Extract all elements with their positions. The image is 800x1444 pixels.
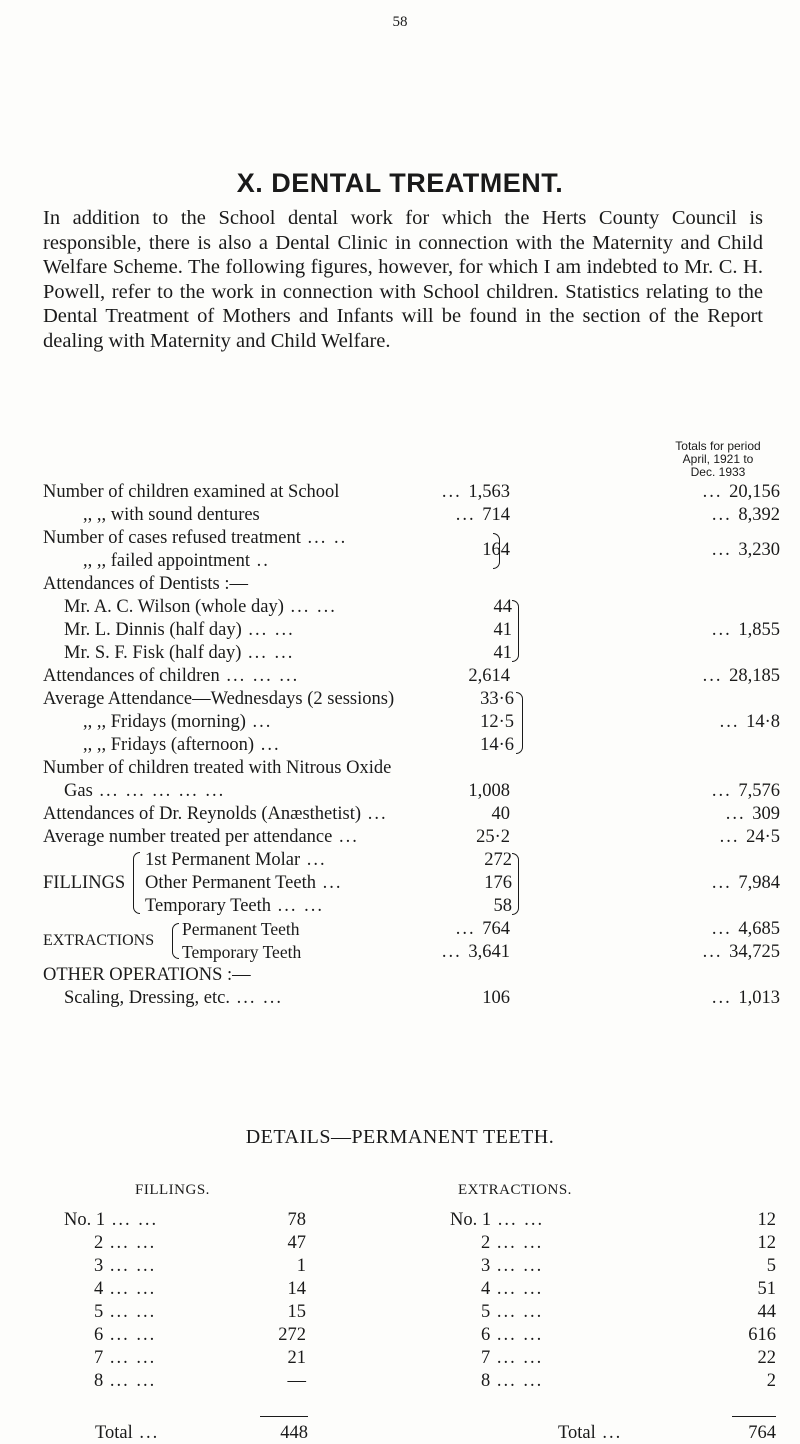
detail-row-number: 7 ... ... xyxy=(481,1348,544,1368)
totals-header-line: Totals for period xyxy=(675,439,761,453)
total-rule xyxy=(260,1416,308,1417)
stat-total-number: 7,984 xyxy=(738,873,780,893)
stat-total: ... 14·8 xyxy=(719,712,780,732)
stat-value: ... 714 xyxy=(455,505,510,525)
stat-total-number: 1,855 xyxy=(738,620,780,640)
stat-value: 14·6 xyxy=(480,735,514,755)
stat-total: ... 28,185 xyxy=(702,666,780,686)
totals-header-line: April, 1921 to xyxy=(682,452,754,466)
stat-label: Other Permanent Teeth ... xyxy=(145,873,343,893)
fillings-total-label: Total ... xyxy=(95,1423,160,1443)
detail-row-value: 616 xyxy=(748,1325,776,1345)
stat-total: ... 20,156 xyxy=(702,482,780,502)
stat-label: Permanent Teeth xyxy=(182,919,300,939)
brace xyxy=(516,692,523,754)
stat-label: Number of children treated with Nitrous Oxide xyxy=(43,758,392,778)
stat-label: Mr. L. Dinnis (half day) ... ... xyxy=(64,620,295,640)
stat-label: Temporary Teeth xyxy=(182,942,302,962)
stat-value: ... 1,563 xyxy=(441,482,510,502)
detail-row-number: 4 ... ... xyxy=(94,1279,157,1299)
detail-row-number: No. 1 ... ... xyxy=(64,1210,159,1230)
stat-label: Scaling, Dressing, etc. ... ... xyxy=(64,988,283,1008)
stat-value: 2,614 xyxy=(468,666,510,686)
stat-total-number: 309 xyxy=(752,804,780,824)
stat-total: ... 7,576 xyxy=(711,781,780,801)
detail-row-value: 51 xyxy=(757,1279,776,1299)
stat-value: 106 xyxy=(482,988,510,1008)
stat-value: 164 xyxy=(482,540,510,560)
stat-label: Average number treated per attendance ... xyxy=(43,827,359,847)
stat-label: Number of children examined at School xyxy=(43,482,340,502)
detail-row-number: 8 ... ... xyxy=(94,1371,157,1391)
stat-total-number: 24·5 xyxy=(746,827,780,847)
stat-value: 40 xyxy=(491,804,510,824)
detail-row-number: No. 1 ... ... xyxy=(450,1210,545,1230)
stat-value: 272 xyxy=(484,850,512,870)
detail-row-number: 5 ... ... xyxy=(94,1302,157,1322)
brace xyxy=(512,853,519,915)
detail-row-value: 1 xyxy=(296,1256,306,1276)
totals-header-line: Dec. 1933 xyxy=(690,465,746,479)
stat-label: Gas ... ... ... ... ... xyxy=(64,781,226,801)
stat-total-number: 7,576 xyxy=(738,781,780,801)
stat-number: 3,641 xyxy=(468,942,510,962)
detail-row-value: 2 xyxy=(766,1371,776,1391)
intro-paragraph: In addition to the School dental work for which the Herts County Council is responsible, there is also a Dental Clinic in connection with the Maternity and Child Welfare Scheme. The following figures, however, for which I am indebted to Mr. C. H. Powell, refer to the work in connection with School children. Statistics relating to the Dental Treatment of Mothers and Infants will be found in the section of the Report dealing with Maternity and Child Welfare. xyxy=(43,207,763,352)
brace xyxy=(172,923,179,959)
detail-row-number: 2 ... ... xyxy=(481,1233,544,1253)
stat-total: ... 7,984 xyxy=(711,873,780,893)
extractions-total-label: Total ... xyxy=(558,1423,623,1443)
stat-value: 44 xyxy=(493,597,512,617)
brace xyxy=(512,600,519,662)
stat-label: Mr. S. F. Fisk (half day) ... ... xyxy=(64,643,295,663)
extractions-header: EXTRACTIONS. xyxy=(458,1182,572,1198)
stat-value: 41 xyxy=(493,620,512,640)
detail-row-value: 15 xyxy=(287,1302,306,1322)
stat-total-number: 3,230 xyxy=(738,540,780,560)
stat-label: OTHER OPERATIONS :— xyxy=(43,965,251,985)
fillings-label: FILLINGS xyxy=(43,873,126,893)
fillings-header: FILLINGS. xyxy=(135,1182,210,1198)
stat-label: Average Attendance—Wednesdays (2 sessions) xyxy=(43,689,395,709)
stat-number: 714 xyxy=(482,505,510,525)
detail-row-value: 272 xyxy=(278,1325,306,1345)
stat-label: 1st Permanent Molar ... xyxy=(145,850,327,870)
stat-total: ... 4,685 xyxy=(711,919,780,939)
stat-label: ,, ,, with sound dentures xyxy=(83,505,260,525)
detail-row-number: 7 ... ... xyxy=(94,1348,157,1368)
stat-total-number: 14·8 xyxy=(746,712,780,732)
brace xyxy=(133,852,140,914)
stat-label: ,, ,, Fridays (morning) ... xyxy=(83,712,273,732)
stat-total-number: 20,156 xyxy=(729,482,780,502)
detail-row-value: 44 xyxy=(757,1302,776,1322)
detail-row-number: 6 ... ... xyxy=(94,1325,157,1345)
stat-label: Attendances of Dentists :— xyxy=(43,574,248,594)
detail-row-value: — xyxy=(287,1371,306,1391)
extractions-total: 764 xyxy=(748,1423,776,1443)
stat-total-number: 28,185 xyxy=(729,666,780,686)
detail-row-value: 22 xyxy=(757,1348,776,1368)
stat-total: ... 24·5 xyxy=(719,827,780,847)
stat-value: 25·2 xyxy=(476,827,510,847)
stat-label: Mr. A. C. Wilson (whole day) ... ... xyxy=(64,597,337,617)
stat-total-number: 8,392 xyxy=(738,505,780,525)
stat-number: 1,563 xyxy=(468,482,510,502)
stat-label: Attendances of Dr. Reynolds (Anæsthetist) ... xyxy=(43,804,388,824)
stat-label: ,, ,, Fridays (afternoon) ... xyxy=(83,735,281,755)
detail-row-number: 4 ... ... xyxy=(481,1279,544,1299)
stat-value: 176 xyxy=(484,873,512,893)
stat-total: ... 3,230 xyxy=(711,540,780,560)
stat-label: Temporary Teeth ... ... xyxy=(145,896,325,916)
stat-label: ,, ,, failed appointment .. xyxy=(83,551,270,571)
stat-label: Attendances of children ... ... ... xyxy=(43,666,300,686)
stat-value: 12·5 xyxy=(480,712,514,732)
detail-row-value: 12 xyxy=(757,1210,776,1230)
stat-value: 58 xyxy=(493,896,512,916)
totals-header xyxy=(658,440,778,479)
stat-total: ... 309 xyxy=(725,804,780,824)
stat-value: 1,008 xyxy=(468,781,510,801)
stat-total: ... 1,013 xyxy=(711,988,780,1008)
stat-value: ... 3,641 xyxy=(441,942,510,962)
details-title: DETAILS—PERMANENT TEETH. xyxy=(245,1126,555,1148)
detail-row-value: 47 xyxy=(287,1233,306,1253)
stat-total-number: 34,725 xyxy=(729,942,780,962)
detail-row-number: 8 ... ... xyxy=(481,1371,544,1391)
detail-row-number: 6 ... ... xyxy=(481,1325,544,1345)
detail-row-number: 3 ... ... xyxy=(481,1256,544,1276)
stat-label: Number of cases refused treatment ... .. xyxy=(43,528,348,548)
detail-row-value: 5 xyxy=(766,1256,776,1276)
stat-total-number: 4,685 xyxy=(738,919,780,939)
detail-row-value: 21 xyxy=(287,1348,306,1368)
detail-row-number: 2 ... ... xyxy=(94,1233,157,1253)
stat-value: 41 xyxy=(493,643,512,663)
stat-total-number: 1,013 xyxy=(738,988,780,1008)
total-rule xyxy=(732,1416,776,1417)
stat-total: ... 34,725 xyxy=(702,942,780,962)
extractions-label: EXTRACTIONS xyxy=(43,932,155,949)
fillings-total: 448 xyxy=(280,1423,308,1443)
stat-value: 33·6 xyxy=(480,689,514,709)
stat-total: ... 8,392 xyxy=(711,505,780,525)
stat-number: 764 xyxy=(482,919,510,939)
detail-row-value: 14 xyxy=(287,1279,306,1299)
page-number: 58 xyxy=(392,14,408,30)
stat-value: ... 764 xyxy=(455,919,510,939)
detail-row-value: 12 xyxy=(757,1233,776,1253)
detail-row-value: 78 xyxy=(287,1210,306,1230)
detail-row-number: 3 ... ... xyxy=(94,1256,157,1276)
stat-total: ... 1,855 xyxy=(711,620,780,640)
section-title: X. DENTAL TREATMENT. xyxy=(236,168,564,198)
detail-row-number: 5 ... ... xyxy=(481,1302,544,1322)
